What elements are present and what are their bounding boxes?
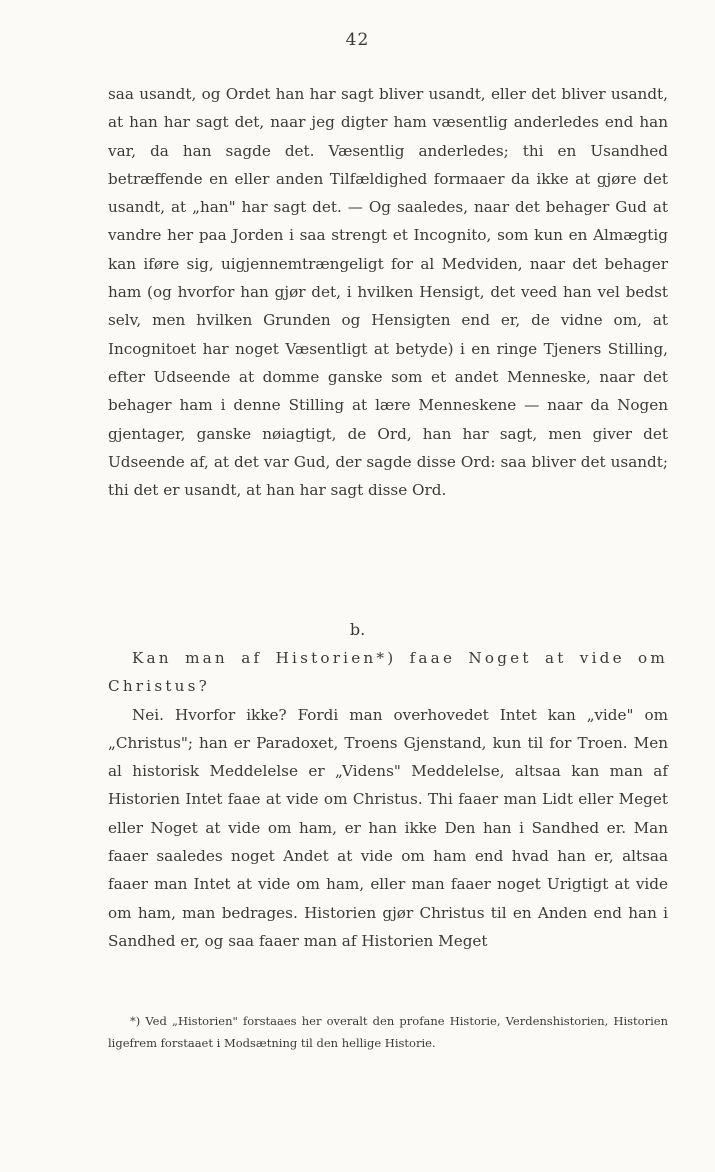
section-text-block [108,644,668,955]
body-paragraph: saa usandt, og Ordet han har sagt bliver usandt, eller det bliver usandt, at han har sagt det, naar jeg digter ham væsentlig anderledes end han var, da han sagde det. Væsentlig anderledes; thi en Usandhed betræffende en eller anden Tilfældighed formaaer da ikke at gjøre det usandt, at „han" har sagt det. — Og saaledes, naar det behager Gud at vandre her paa Jorden i saa strengt et Incognito, som kun en Almægtig kan iføre sig, uigjennemtrængeligt for al Medviden, naar det behager ham (og hvorfor han gjør det, i hvilken Hensigt, det veed han vel bedst selv, men hvilken Grunden og Hensigten end er, de vidne om, at Incognitoet har noget Væsentligt at betyde) i en ringe Tjeners Stilling, efter Udseende at domme ganske som et andet Menneske, naar det behager ham i denne Stilling at lære Menneskene — naar da Nogen gjentager, ganske nøiagtigt, de Ord, han har sagt, men giver det Udseende af, at det var Gud, der sagde disse Ord: saa bliver det usandt; thi det er usandt, at han har sagt disse Ord. [108,85,668,500]
section-paragraph: Nei. Hvorfor ikke? Fordi man overhovedet Intet kan „vide" om „Christus"; han er Paradoxet, Troens Gjenstand, kun til for Troen. Men al historisk Meddelelse er „Videns" Meddelelse, altsaa kan man af Historien Intet faae at vide om Christus. Thi faaer man Lidt eller Meget eller Noget at vide om ham, er han ikke Den han i Sandhed er. Man faaer saaledes noget Andet at vide om ham end hvad han er, altsaa faaer man Intet at vide om ham, eller man faaer noget Urigtigt at vide om ham, man bedrages. Historien gjør Christus til en Anden end han i Sandhed er, og saa faaer man af Historien Meget [108,705,668,950]
section-label: b. [349,620,366,639]
body-text-block [108,80,668,504]
section-heading: Kan man af Historien*) faae Noget at vide om Christus? [108,649,668,696]
page-number: 42 [345,30,370,50]
footnote: *) Ved „Historien" forstaaes her overalt den profane Historie, Verdenshistorien, Historien ligefrem forstaaet i Modsætning til den hellige Historie. [108,1014,668,1050]
